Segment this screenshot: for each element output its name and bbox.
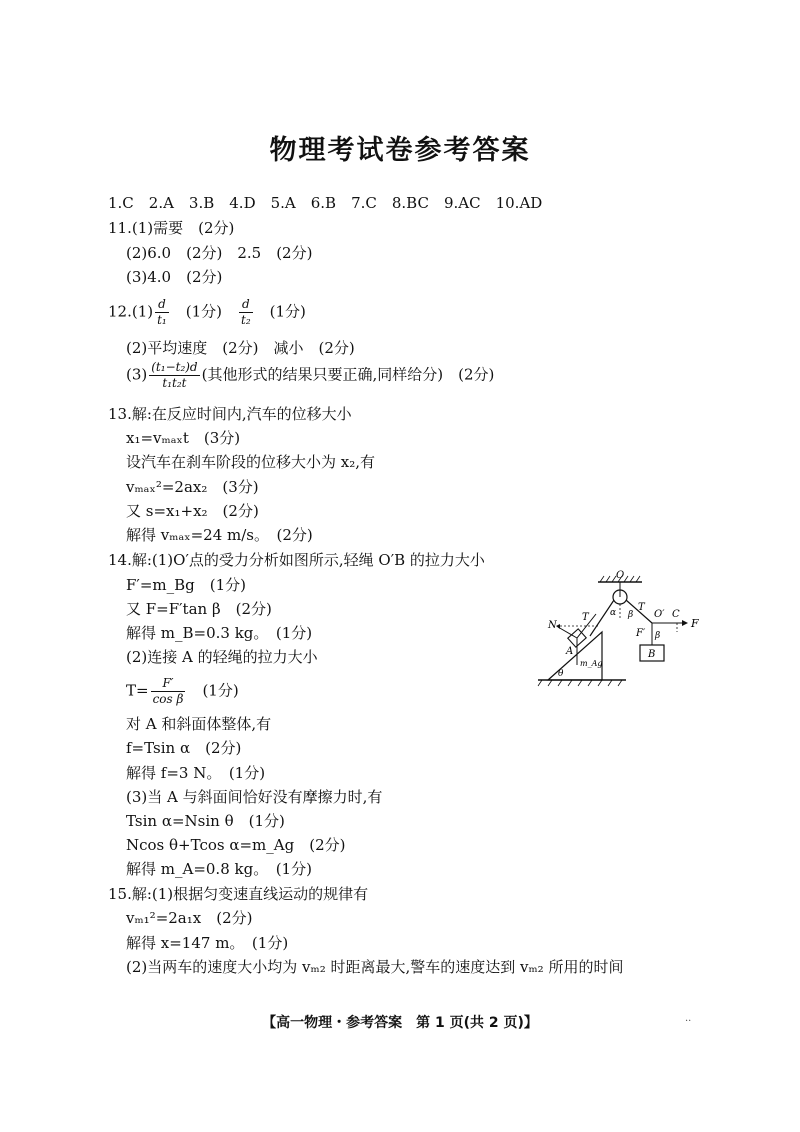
q13-intro: 13.解:在反应时间内,汽车的位移大小	[108, 405, 352, 423]
label-O-prime: O′	[654, 609, 665, 620]
fraction-denominator: t₁t₂t	[162, 376, 187, 390]
label-beta-right: β	[655, 631, 661, 641]
fraction	[155, 297, 169, 328]
label-T-right: T	[638, 602, 645, 613]
q15-part2: (2)当两车的速度大小均为 vₘ₂ 时距离最大,警车的速度达到 vₘ₂ 所用的时间	[126, 958, 624, 976]
label-N: N	[548, 620, 557, 631]
label-F-prime: F′	[636, 628, 646, 639]
label-O: O	[616, 570, 625, 581]
q14-part2: (2)连接 A 的轻绳的拉力大小	[126, 648, 318, 666]
q13-eq3: 又 s=x₁+x₂ (2分)	[126, 502, 259, 520]
q14-intro: 14.解:(1)O′点的受力分析如图所示,轻绳 O′B 的拉力大小	[108, 551, 485, 569]
q14-eq3: f=Tsin α (2分)	[126, 739, 242, 757]
q14-T-prefix: T=	[126, 681, 149, 700]
q15-intro: 15.解:(1)根据匀变速直线运动的规律有	[108, 885, 369, 903]
fraction	[151, 676, 186, 707]
fraction-denominator: t₁	[157, 313, 167, 327]
q14-result1: 解得 m_B=0.3 kg。 (1分)	[126, 624, 313, 642]
label-mAg: m_Ag	[580, 659, 603, 668]
q12-1-prefix: 12.(1)	[108, 302, 154, 321]
q13-eq2: vₘₐₓ²=2ax₂ (3分)	[126, 478, 259, 496]
q12-1-score-2: (1分)	[254, 302, 306, 321]
q14-eq4: Tsin α=Nsin θ (1分)	[126, 812, 285, 830]
label-A: A	[566, 646, 574, 657]
force-diagram	[530, 570, 700, 690]
q15-eq1: vₘ₁²=2a₁x (2分)	[126, 909, 253, 927]
q14-eq5: Ncos θ+Tcos α=m_Ag (2分)	[126, 836, 346, 854]
label-theta: θ	[558, 669, 564, 679]
q12-3-suffix: (其他形式的结果只要正确,同样给分) (2分)	[201, 365, 495, 384]
fraction-denominator: t₂	[241, 313, 251, 327]
q12-3-prefix: (3)	[126, 365, 148, 384]
page-footer: 【高一物理・参考答案 第 1 页(共 2 页)】	[262, 1015, 538, 1031]
q14-result2: 解得 f=3 N。 (1分)	[126, 764, 266, 782]
q11-2: (2)6.0 (2分) 2.5 (2分)	[126, 244, 313, 262]
q14-eq2: 又 F=F′tan β (2分)	[126, 600, 272, 618]
q11-1: 11.(1)需要 (2分)	[108, 219, 235, 237]
fraction	[149, 360, 199, 391]
label-alpha: α	[610, 608, 617, 618]
q12-1	[108, 297, 306, 328]
q14-text2: 对 A 和斜面体整体,有	[126, 715, 272, 733]
q13-eq1: x₁=vₘₐₓt (3分)	[126, 429, 241, 447]
q13-text: 设汽车在刹车阶段的位移大小为 x₂,有	[126, 453, 376, 471]
label-T-left: T	[582, 612, 589, 623]
fraction	[239, 297, 253, 328]
fraction-numerator: (t₁−t₂)d	[151, 360, 198, 374]
q12-3	[126, 360, 494, 391]
label-C: C	[672, 609, 680, 620]
q13-result: 解得 vₘₐₓ=24 m/s。 (2分)	[126, 526, 313, 544]
q12-2: (2)平均速度 (2分) 减小 (2分)	[126, 339, 355, 357]
fraction-denominator: cos β	[152, 692, 184, 706]
fraction-numerator: F′	[151, 676, 186, 692]
q14-T-score: (1分)	[187, 681, 239, 700]
q1-10-answers: 1.C 2.A 3.B 4.D 5.A 6.B 7.C 8.BC 9.AC 10.AD	[108, 194, 543, 212]
label-beta-top: β	[628, 610, 634, 620]
fraction-numerator: d	[155, 297, 169, 313]
fraction-numerator: d	[239, 297, 253, 313]
label-F: F	[691, 617, 699, 630]
q14-eq1: F′=m_Bg (1分)	[126, 576, 246, 594]
q11-3: (3)4.0 (2分)	[126, 268, 223, 286]
q15-result1: 解得 x=147 m。 (1分)	[126, 934, 289, 952]
q14-result3: 解得 m_A=0.8 kg。 (1分)	[126, 860, 312, 878]
page-mark: ··	[685, 1016, 692, 1027]
q14-T-formula	[126, 676, 239, 707]
q14-part3: (3)当 A 与斜面间恰好没有摩擦力时,有	[126, 788, 383, 806]
page-title: 物理考试卷参考答案	[269, 135, 531, 166]
q12-1-score: (1分)	[170, 302, 237, 321]
label-B: B	[648, 649, 656, 660]
